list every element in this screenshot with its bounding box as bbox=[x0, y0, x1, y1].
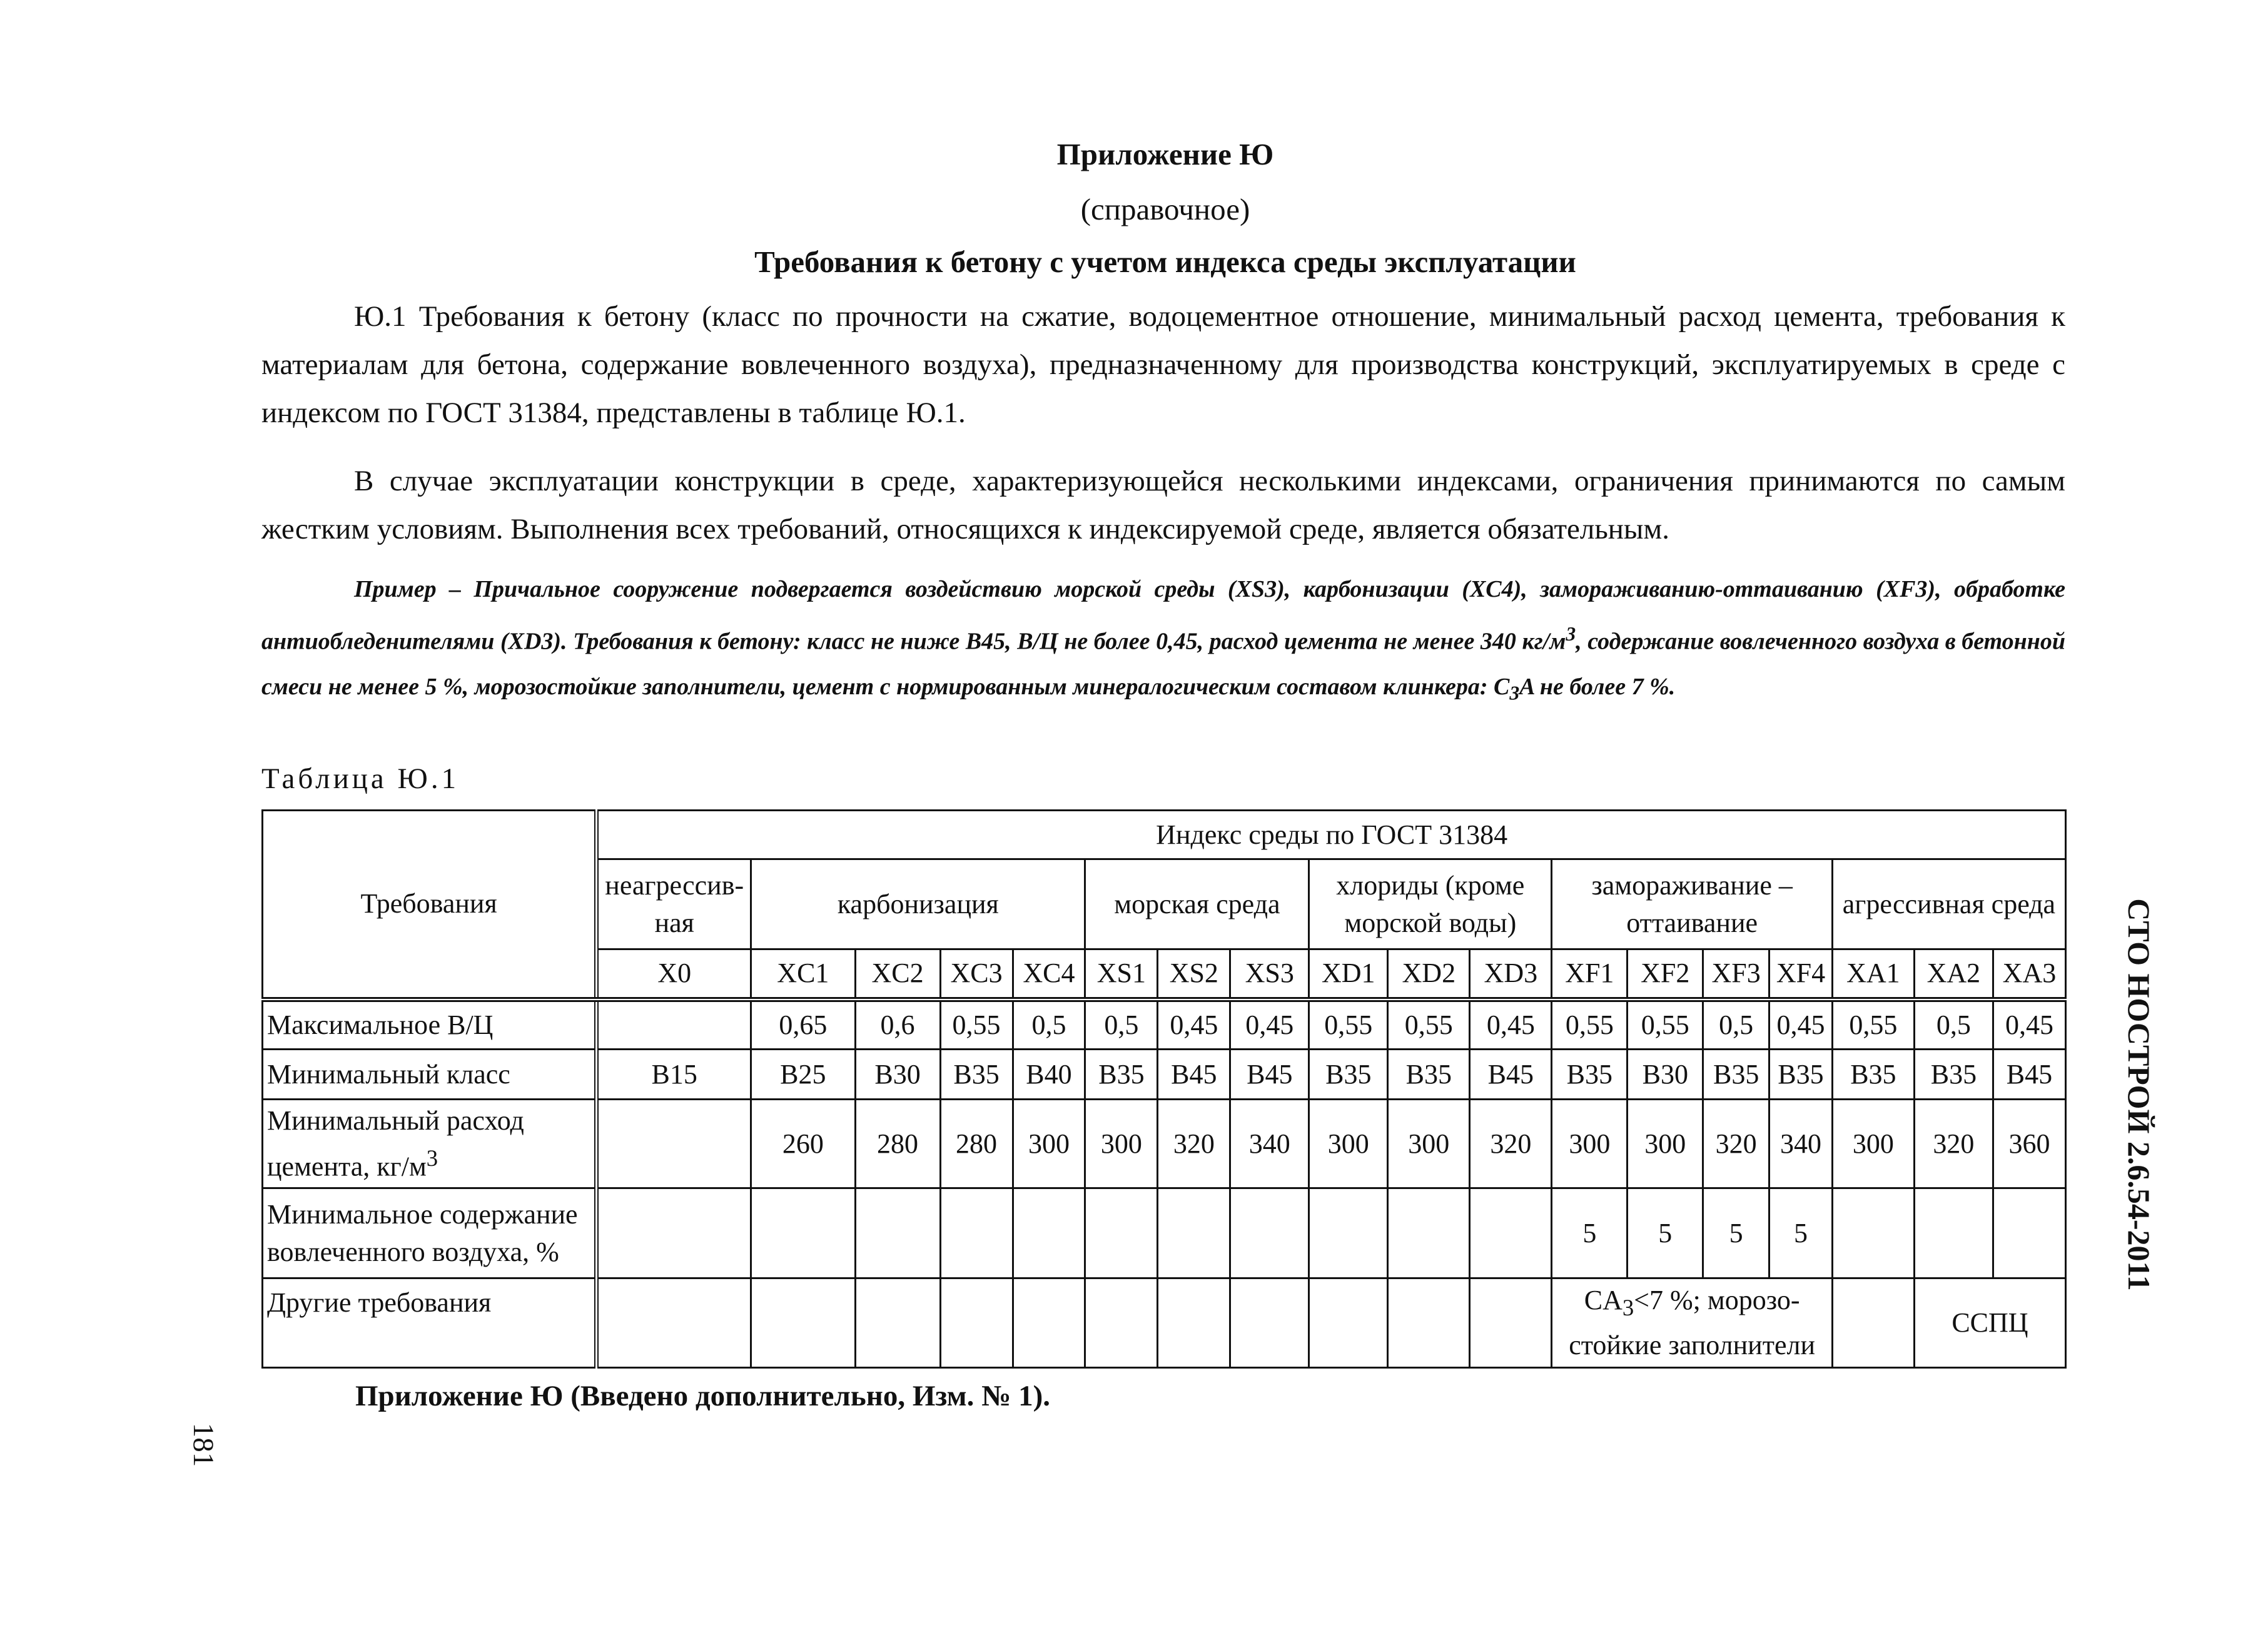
paragraph-2: В случае эксплуатации конструкции в среде, характеризующейся несколькими индексами, ограничения принимаются по самым жестким условиям. Выполнения всех требований, относящихся к индексируемой среде, является обязательным. bbox=[261, 465, 2065, 545]
value-cell: 320 bbox=[1470, 1100, 1552, 1188]
value-cell bbox=[1993, 1188, 2065, 1278]
value-cell bbox=[940, 1278, 1013, 1368]
value-cell: 0,55 bbox=[1628, 1000, 1703, 1050]
value-cell bbox=[1914, 1188, 1993, 1278]
value-cell bbox=[1832, 1188, 1914, 1278]
value-cell bbox=[1230, 1278, 1309, 1368]
value-cell bbox=[1085, 1278, 1158, 1368]
value-cell bbox=[940, 1188, 1013, 1278]
value-cell: B30 bbox=[1628, 1050, 1703, 1100]
example-superscript: 3 bbox=[1566, 623, 1576, 645]
value-cell: 300 bbox=[1085, 1100, 1158, 1188]
value-cell: B45 bbox=[1230, 1050, 1309, 1100]
freeze-thaw-other-requirements bbox=[1552, 1278, 1833, 1368]
appendix-type: (справочное) bbox=[1080, 192, 1250, 226]
row-label: Минимальный класс bbox=[263, 1050, 597, 1100]
value-cell: 300 bbox=[1388, 1100, 1470, 1188]
value-cell: 0,45 bbox=[1993, 1000, 2065, 1050]
value-cell bbox=[1388, 1188, 1470, 1278]
freeze-text-main: CA bbox=[1584, 1285, 1623, 1316]
value-cell: B25 bbox=[751, 1050, 855, 1100]
index-header: Индекс среды по ГОСТ 31384 bbox=[597, 811, 2066, 859]
code-cell: XF2 bbox=[1628, 949, 1703, 1000]
value-cell: 320 bbox=[1914, 1100, 1993, 1188]
code-cell: XS3 bbox=[1230, 949, 1309, 1000]
value-cell: 0,55 bbox=[1309, 1000, 1388, 1050]
value-cell: B40 bbox=[1013, 1050, 1085, 1100]
value-cell: 360 bbox=[1993, 1100, 2065, 1188]
value-cell bbox=[751, 1278, 855, 1368]
value-cell: 0,65 bbox=[751, 1000, 855, 1050]
value-cell: 0,5 bbox=[1085, 1000, 1158, 1050]
code-cell: XA3 bbox=[1993, 949, 2065, 1000]
code-cell: XC2 bbox=[855, 949, 940, 1000]
example-subscript: 3 bbox=[1509, 682, 1520, 704]
value-cell: B35 bbox=[1388, 1050, 1470, 1100]
code-cell: XC3 bbox=[940, 949, 1013, 1000]
page-number: 181 bbox=[187, 1422, 220, 1467]
table-row bbox=[263, 1050, 2066, 1100]
appendix-title: Приложение Ю bbox=[1056, 137, 1274, 171]
value-cell: 0,55 bbox=[1832, 1000, 1914, 1050]
value-cell bbox=[597, 1278, 751, 1368]
value-cell: 320 bbox=[1703, 1100, 1769, 1188]
row-label: Минимальное содержание вовлеченного воздуха, % bbox=[263, 1188, 597, 1278]
value-cell bbox=[1013, 1278, 1085, 1368]
code-cell: XS2 bbox=[1158, 949, 1230, 1000]
row-label-text: Минимальный расход цемента, кг/м bbox=[267, 1105, 524, 1182]
requirements-header: Требования bbox=[263, 811, 597, 1000]
row-label: Максимальное В/Ц bbox=[263, 1000, 597, 1050]
code-cell: XF1 bbox=[1552, 949, 1628, 1000]
value-cell: 0,45 bbox=[1470, 1000, 1552, 1050]
value-cell: 5 bbox=[1769, 1188, 1833, 1278]
value-cell: 280 bbox=[855, 1100, 940, 1188]
value-cell bbox=[597, 1188, 751, 1278]
value-cell: 0,5 bbox=[1914, 1000, 1993, 1050]
value-cell: B45 bbox=[1993, 1050, 2065, 1100]
code-cell: XD3 bbox=[1470, 949, 1552, 1000]
group-marine: морская среда bbox=[1085, 859, 1309, 949]
value-cell: 0,6 bbox=[855, 1000, 940, 1050]
value-cell bbox=[855, 1278, 940, 1368]
value-cell bbox=[1470, 1188, 1552, 1278]
table-row bbox=[263, 1000, 2066, 1050]
value-cell bbox=[597, 1100, 751, 1188]
requirements-table bbox=[261, 809, 2067, 1369]
code-cell: X0 bbox=[597, 949, 751, 1000]
amendment-note: Приложение Ю (Введено дополнительно, Изм. № 1). bbox=[355, 1380, 1051, 1412]
freeze-text-subscript: 3 bbox=[1622, 1294, 1634, 1320]
group-carbonation: карбонизация bbox=[751, 859, 1085, 949]
value-cell: 5 bbox=[1628, 1188, 1703, 1278]
value-cell: 0,5 bbox=[1013, 1000, 1085, 1050]
value-cell: B35 bbox=[940, 1050, 1013, 1100]
value-cell bbox=[1832, 1278, 1914, 1368]
appendix-heading: Требования к бетону с учетом индекса среды эксплуатации bbox=[754, 245, 1576, 279]
value-cell: B45 bbox=[1158, 1050, 1230, 1100]
code-cell: XC1 bbox=[751, 949, 855, 1000]
example-part-3: A не более 7 %. bbox=[1519, 673, 1676, 700]
value-cell: B35 bbox=[1769, 1050, 1833, 1100]
code-cell: XF3 bbox=[1703, 949, 1769, 1000]
code-cell: XC4 bbox=[1013, 949, 1085, 1000]
aggressive-other-requirements: ССПЦ bbox=[1914, 1278, 2065, 1368]
freeze-text-rest: <7 %; морозо-стойкие заполнители bbox=[1569, 1285, 1815, 1360]
row-label: Другие требования bbox=[263, 1278, 597, 1368]
standard-code: СТО НОСТРОЙ 2.6.54-2011 bbox=[2122, 898, 2157, 1291]
value-cell: B35 bbox=[1552, 1050, 1628, 1100]
value-cell: 5 bbox=[1703, 1188, 1769, 1278]
value-cell: 0,55 bbox=[1388, 1000, 1470, 1050]
table-caption: Таблица Ю.1 bbox=[261, 762, 460, 795]
value-cell: 300 bbox=[1832, 1100, 1914, 1188]
example-part-1: Пример – Причальное сооружение подвергается воздействию морской среды (XS3), карбонизации (XC4), замораживанию-оттаиванию (XF3), обработке антиобледенителями (XD3). Требования к бетону: класс не ниже B45, В/Ц не более 0,45, расход цемента не менее 340 кг/м bbox=[261, 576, 2065, 655]
value-cell bbox=[1013, 1188, 1085, 1278]
code-cell: XD1 bbox=[1309, 949, 1388, 1000]
value-cell: 0,45 bbox=[1769, 1000, 1833, 1050]
value-cell: 5 bbox=[1552, 1188, 1628, 1278]
value-cell bbox=[1085, 1188, 1158, 1278]
value-cell bbox=[751, 1188, 855, 1278]
value-cell: 260 bbox=[751, 1100, 855, 1188]
group-aggressive: агрессивная среда bbox=[1832, 859, 2065, 949]
value-cell: 300 bbox=[1013, 1100, 1085, 1188]
value-cell: B35 bbox=[1703, 1050, 1769, 1100]
value-cell: 340 bbox=[1230, 1100, 1309, 1188]
code-cell: XF4 bbox=[1769, 949, 1833, 1000]
value-cell: 340 bbox=[1769, 1100, 1833, 1188]
value-cell bbox=[855, 1188, 940, 1278]
value-cell bbox=[1388, 1278, 1470, 1368]
value-cell: 0,55 bbox=[1552, 1000, 1628, 1050]
code-cell: XS1 bbox=[1085, 949, 1158, 1000]
value-cell: B35 bbox=[1309, 1050, 1388, 1100]
value-cell: 300 bbox=[1628, 1100, 1703, 1188]
value-cell bbox=[1158, 1278, 1230, 1368]
value-cell: B15 bbox=[597, 1050, 751, 1100]
table-row bbox=[263, 1278, 2066, 1368]
code-cell: XA1 bbox=[1832, 949, 1914, 1000]
code-cell: XD2 bbox=[1388, 949, 1470, 1000]
value-cell: B35 bbox=[1914, 1050, 1993, 1100]
group-freeze-thaw: замораживание – оттаивание bbox=[1552, 859, 1833, 949]
value-cell: 320 bbox=[1158, 1100, 1230, 1188]
value-cell: 0,45 bbox=[1230, 1000, 1309, 1050]
value-cell: 0,45 bbox=[1158, 1000, 1230, 1050]
value-cell bbox=[1309, 1188, 1388, 1278]
value-cell bbox=[1309, 1278, 1388, 1368]
value-cell: 280 bbox=[940, 1100, 1013, 1188]
value-cell: 300 bbox=[1309, 1100, 1388, 1188]
value-cell bbox=[1470, 1278, 1552, 1368]
value-cell: B30 bbox=[855, 1050, 940, 1100]
code-cell: XA2 bbox=[1914, 949, 1993, 1000]
group-nonaggressive: неагрессив-ная bbox=[597, 859, 751, 949]
value-cell bbox=[1158, 1188, 1230, 1278]
value-cell: B35 bbox=[1085, 1050, 1158, 1100]
value-cell: 300 bbox=[1552, 1100, 1628, 1188]
table-row bbox=[263, 1100, 2066, 1188]
value-cell: B35 bbox=[1832, 1050, 1914, 1100]
table-row bbox=[263, 1188, 2066, 1278]
paragraph-1: Ю.1 Требования к бетону (класс по прочности на сжатие, водоцементное отношение, минимальный расход цемента, требования к материалам для бетона, содержание вовлеченного воздуха), предназначенному для производства конструкций, эксплуатируемых в среде с индексом по ГОСТ 31384, представлены в таблице Ю.1. bbox=[261, 300, 2065, 429]
group-chlorides: хлориды (кроме морской воды) bbox=[1309, 859, 1552, 949]
value-cell bbox=[597, 1000, 751, 1050]
example-note bbox=[261, 567, 2065, 716]
value-cell bbox=[1230, 1188, 1309, 1278]
example-part-2: , содержание вовлеченного воздуха в бетонной смеси не менее 5 %, морозостойкие заполнители, цемент с нормированным минералогическим составом клинкера: C bbox=[261, 628, 2065, 700]
row-label bbox=[263, 1100, 597, 1188]
value-cell: B45 bbox=[1470, 1050, 1552, 1100]
row-label-superscript: 3 bbox=[426, 1145, 438, 1171]
value-cell: 0,5 bbox=[1703, 1000, 1769, 1050]
value-cell: 0,55 bbox=[940, 1000, 1013, 1050]
